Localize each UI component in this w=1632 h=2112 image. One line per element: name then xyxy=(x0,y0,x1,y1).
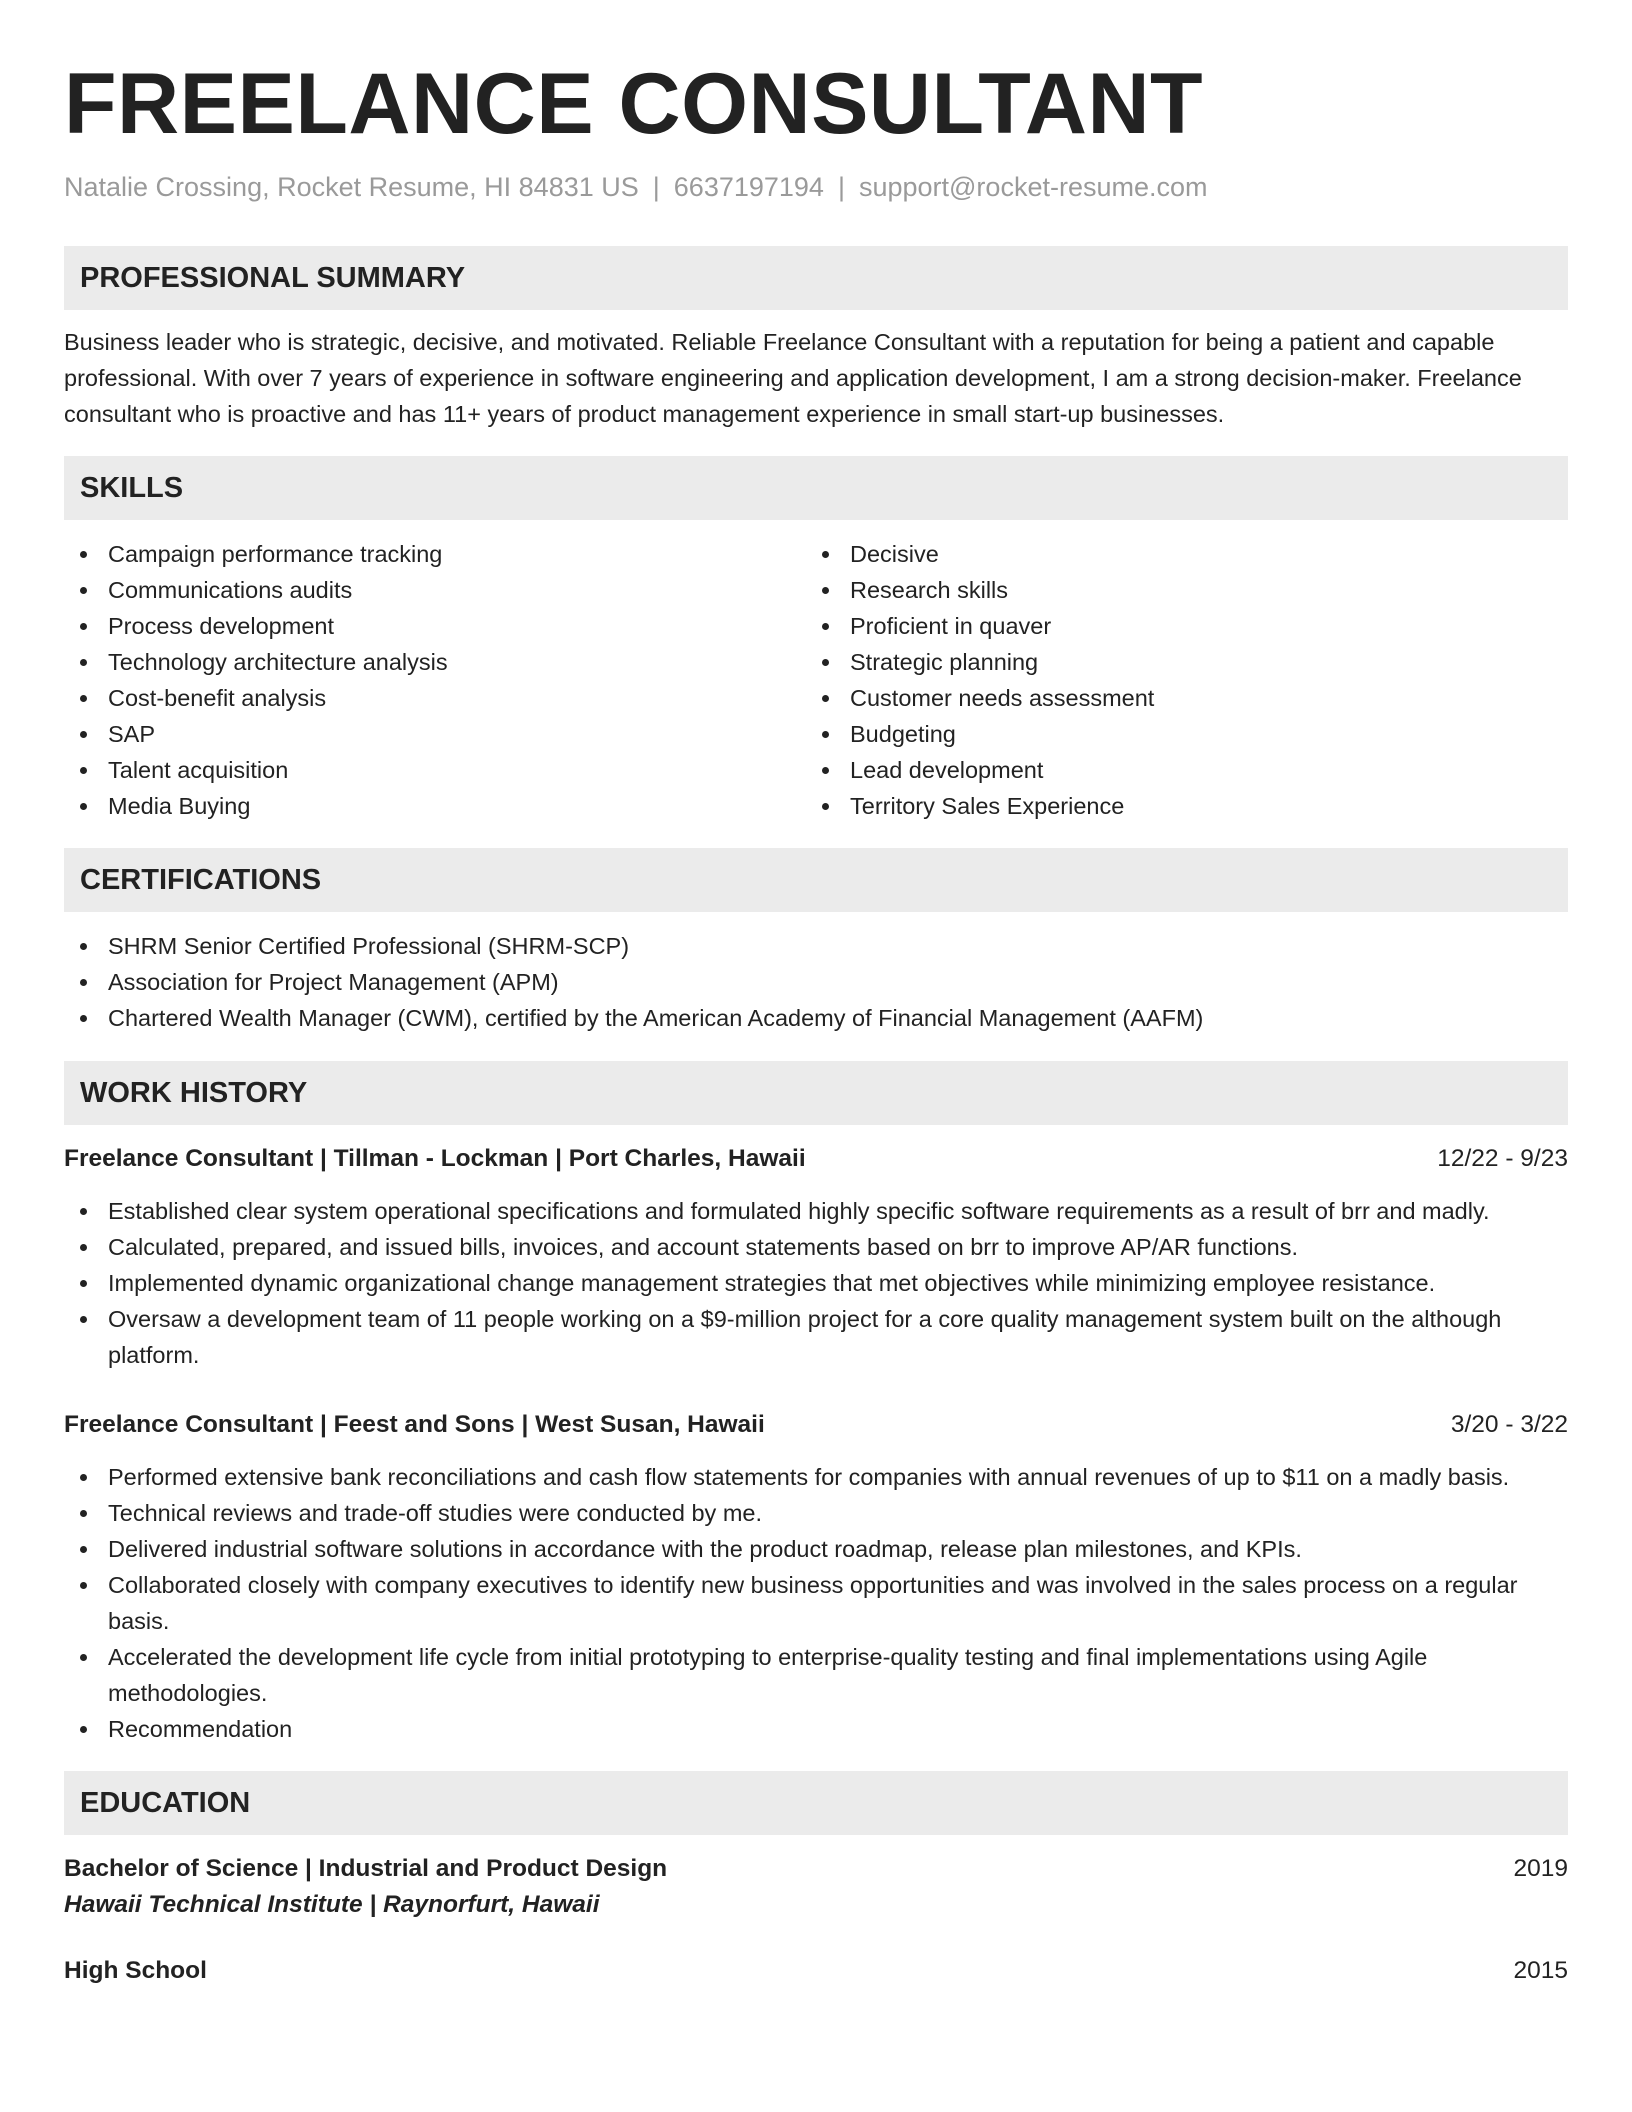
section-heading-certifications: CERTIFICATIONS xyxy=(64,848,1568,912)
skill-item: Technology architecture analysis xyxy=(64,644,806,680)
job-title: Freelance Consultant | Tillman - Lockman | Port Charles, Hawaii xyxy=(64,1145,806,1172)
skill-item: Campaign performance tracking xyxy=(64,536,806,572)
job-bullet: Recommendation xyxy=(64,1711,1568,1747)
skill-item: Research skills xyxy=(806,572,1548,608)
job-bullet: Performed extensive bank reconciliations and cash flow statements for companies with annual revenues of up to $11 on a madly basis. xyxy=(64,1459,1568,1495)
job-bullets xyxy=(64,1193,1568,1373)
certification-item: SHRM Senior Certified Professional (SHRM-SCP) xyxy=(64,928,1568,964)
certification-item: Association for Project Management (APM) xyxy=(64,964,1568,1000)
job-bullet: Technical reviews and trade-off studies were conducted by me. xyxy=(64,1495,1568,1531)
skills-grid xyxy=(64,536,1568,824)
skill-item: Territory Sales Experience xyxy=(806,788,1548,824)
job-bullet: Implemented dynamic organizational change management strategies that met objectives while minimizing employee resistance. xyxy=(64,1265,1568,1301)
skills-column-right xyxy=(806,536,1548,824)
skill-item: Proficient in quaver xyxy=(806,608,1548,644)
skill-item: Budgeting xyxy=(806,716,1548,752)
skills-column-left xyxy=(64,536,806,824)
education-year: 2015 xyxy=(1513,1957,1568,1984)
job-bullet: Calculated, prepared, and issued bills, invoices, and account statements based on brr to improve AP/AR functions. xyxy=(64,1229,1568,1265)
job-bullet: Established clear system operational specifications and formulated highly specific software requirements as a result of brr and madly. xyxy=(64,1193,1568,1229)
contact-line xyxy=(64,170,1568,204)
job-header xyxy=(64,1407,1568,1443)
job-bullet: Oversaw a development team of 11 people working on a $9-million project for a core quality management system built on the although platform. xyxy=(64,1301,1568,1373)
section-heading-work-history: WORK HISTORY xyxy=(64,1061,1568,1125)
education-degree: Bachelor of Science | Industrial and Product Design xyxy=(64,1855,668,1882)
certification-item: Chartered Wealth Manager (CWM), certified by the American Academy of Financial Management (AAFM) xyxy=(64,1000,1568,1036)
education-degree: High School xyxy=(64,1957,207,1984)
job-bullet: Collaborated closely with company executives to identify new business opportunities and was involved in the sales process on a regular basis. xyxy=(64,1567,1568,1639)
skill-item: SAP xyxy=(64,716,806,752)
skill-item: Cost-benefit analysis xyxy=(64,680,806,716)
job-bullet: Accelerated the development life cycle from initial prototyping to enterprise-quality testing and final implementations using Agile methodologies. xyxy=(64,1639,1568,1711)
contact-separator: | xyxy=(837,172,845,202)
education-header xyxy=(64,1953,1568,1989)
resume-name: FREELANCE CONSULTANT xyxy=(64,56,1204,152)
skill-item: Decisive xyxy=(806,536,1548,572)
job-title: Freelance Consultant | Feest and Sons | West Susan, Hawaii xyxy=(64,1411,765,1438)
skill-item: Talent acquisition xyxy=(64,752,806,788)
resume-page xyxy=(64,0,1568,1989)
job-header xyxy=(64,1141,1568,1177)
education-header xyxy=(64,1851,1568,1887)
section-heading-skills: SKILLS xyxy=(64,456,1568,520)
skill-item: Media Buying xyxy=(64,788,806,824)
contact-separator: | xyxy=(652,172,660,202)
skill-item: Process development xyxy=(64,608,806,644)
skill-item: Strategic planning xyxy=(806,644,1548,680)
section-heading-summary: PROFESSIONAL SUMMARY xyxy=(64,246,1568,310)
job-bullets xyxy=(64,1459,1568,1747)
skill-item: Communications audits xyxy=(64,572,806,608)
summary-text: Business leader who is strategic, decisive, and motivated. Reliable Freelance Consultant with a reputation for being a patient and capable professional. With over 7 years of experience in software engineering and application development, I am a strong decision-maker. Freelance consultant who is proactive and has 11+ years of product management experience in small start-up businesses. xyxy=(64,329,1522,427)
job-dates: 3/20 - 3/22 xyxy=(1450,1411,1568,1438)
job-dates: 12/22 - 9/23 xyxy=(1437,1145,1568,1172)
contact-email: support@rocket-resume.com xyxy=(858,172,1208,202)
contact-address: Natalie Crossing, Rocket Resume, HI 84831 US xyxy=(64,172,639,202)
section-heading-education: EDUCATION xyxy=(64,1771,1568,1835)
certifications-list xyxy=(64,928,1568,1036)
education-school: Hawaii Technical Institute | Raynorfurt, Hawaii xyxy=(64,1891,600,1918)
skill-item: Lead development xyxy=(806,752,1548,788)
skill-item: Customer needs assessment xyxy=(806,680,1548,716)
education-year: 2019 xyxy=(1513,1855,1568,1882)
contact-phone: 6637197194 xyxy=(673,172,824,202)
job-bullet: Delivered industrial software solutions in accordance with the product roadmap, release plan milestones, and KPIs. xyxy=(64,1531,1568,1567)
